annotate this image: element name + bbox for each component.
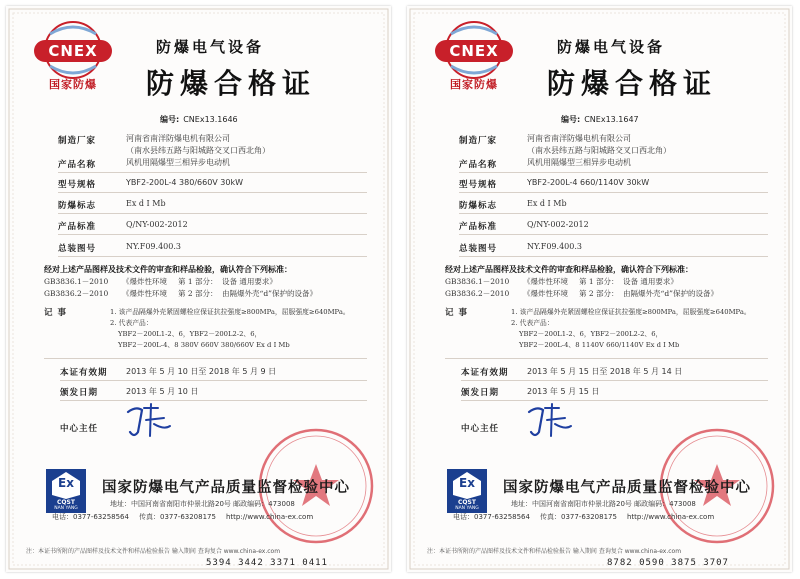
note-line: 2. 代表产品： <box>511 319 554 327</box>
logo-text: CNEX <box>48 42 98 60</box>
director-signature <box>525 402 575 444</box>
drawing-value: NY.F09.400.3 <box>126 242 181 251</box>
standard-code: GB3836.1－2010 <box>445 277 510 286</box>
note-line: YBF2－200L-4、8 380V 660V 380/660V Ex d I Mb <box>118 341 290 349</box>
divider <box>58 256 367 257</box>
product-label: 产品名称 <box>459 160 498 170</box>
divider <box>60 380 367 381</box>
fax: 传真：0377-63208175 <box>539 513 617 521</box>
model-label: 型号规格 <box>58 180 97 190</box>
fax: 传真：0377-63208175 <box>138 513 216 521</box>
exmark-value: Ex d I Mb <box>527 199 567 208</box>
standard-desc: 设备 通用要求》 <box>222 277 277 286</box>
logo-text: CNEX <box>449 42 499 60</box>
divider <box>459 234 768 235</box>
standard-value: Q/NY-002-2012 <box>126 220 188 229</box>
compliance-statement: 经对上述产品图样及技术文件的审查和样品检验，确认符合下列标准： <box>44 265 292 274</box>
standard-part: 第 1 部分： <box>579 277 619 286</box>
issuing-center-address: 地址：中国河南省南阳市仲景北路20号 邮政编码：473008 <box>110 500 295 508</box>
standard-desc: 由隔爆外壳“d”保护的设备》 <box>222 289 317 298</box>
notes-label: 记 事 <box>445 308 468 318</box>
website: http://www.china-ex.com <box>626 513 715 521</box>
note-line: 1. 该产品隔爆外壳紧固螺栓应保证抗拉强度≥800MPa，屈服强度≥640MPa。 <box>110 308 350 316</box>
phone: 电话：0377-63258564 <box>453 513 530 521</box>
cert-no-value: CNEx13.1646 <box>183 115 238 124</box>
divider <box>461 380 768 381</box>
manufacturer-label: 制造厂家 <box>459 136 498 146</box>
divider <box>459 256 768 257</box>
divider <box>459 192 768 193</box>
product-label: 产品名称 <box>58 160 97 170</box>
standard-label: 产品标准 <box>459 222 498 232</box>
cqst-logo-ex: Ex <box>459 476 475 490</box>
standard-code: GB3836.1－2010 <box>44 277 109 286</box>
standard-code: GB3836.2－2010 <box>44 289 109 298</box>
certificate-number <box>561 114 639 125</box>
certificate-right <box>407 6 792 572</box>
note-line: 1. 该产品隔爆外壳紧固螺栓应保证抗拉强度≥800MPa，屈服强度≥640MPa。 <box>511 308 751 316</box>
standard-name: 《爆炸性环境 <box>122 277 167 286</box>
divider <box>459 172 768 173</box>
certificate-title: 防爆合格证 <box>547 67 718 100</box>
issuing-center-address: 地址：中国河南省南阳市仲景北路20号 邮政编码：473008 <box>511 500 696 508</box>
standard-name: 《爆炸性环境 <box>523 277 568 286</box>
website: http://www.china-ex.com <box>225 513 314 521</box>
divider <box>58 234 367 235</box>
divider <box>44 358 367 359</box>
divider <box>445 358 768 359</box>
exmark-value: Ex d I Mb <box>126 199 166 208</box>
model-value: YBF2-200L-4 380/660V 30kW <box>126 178 244 187</box>
cqst-logo <box>46 469 86 513</box>
manufacturer-label: 制造厂家 <box>58 136 97 146</box>
standard-label: 产品标准 <box>58 222 97 232</box>
standard-desc: 由隔爆外壳“d”保护的设备》 <box>623 289 718 298</box>
issuing-center-name: 国家防爆电气产品质量监督检验中心 <box>102 480 350 496</box>
divider <box>60 400 367 401</box>
cqst-logo-city: NAN YANG <box>54 506 78 511</box>
note-line: YBF2－200L1-2、6，YBF2－200L2-2、6， <box>118 330 262 338</box>
issue-date-value: 2013 年 5 月 10 日 <box>126 387 199 396</box>
footnote: 注：本证书所附的产品图样及技术文件和样品检验报告 输入期间 查询复合 www.china-ex.com <box>427 548 682 555</box>
note-line: YBF2－200L1-2、6，YBF2－200L2-2、6， <box>519 330 663 338</box>
standard-code: GB3836.2－2010 <box>445 289 510 298</box>
director-label: 中心主任 <box>461 424 500 434</box>
header-subtitle: 防爆电气设备 <box>156 38 265 56</box>
issuing-center-name: 国家防爆电气产品质量监督检验中心 <box>503 480 751 496</box>
standard-line <box>445 276 678 287</box>
cert-no-value: CNEx13.1647 <box>584 115 639 124</box>
standard-part: 第 2 部分： <box>579 289 619 298</box>
director-label: 中心主任 <box>60 424 99 434</box>
issue-date-label: 颁发日期 <box>461 388 500 398</box>
note-line: 2. 代表产品： <box>110 319 153 327</box>
exmark-label: 防爆标志 <box>58 201 97 211</box>
issue-date-label: 颁发日期 <box>60 388 99 398</box>
standard-name: 《爆炸性环境 <box>523 289 568 298</box>
drawing-label: 总装图号 <box>58 244 97 254</box>
certificate-number <box>160 114 238 125</box>
validity-value: 2013 年 5 月 15 日至 2018 年 5 月 14 日 <box>527 367 683 376</box>
cqst-logo-text: CQST <box>57 499 75 506</box>
cqst-logo-city: NAN YANG <box>455 506 479 511</box>
model-label: 型号规格 <box>459 180 498 190</box>
cqst-logo <box>447 469 487 513</box>
manufacturer-address: （南水县纬五路与阳城路交叉口西北角） <box>126 146 270 155</box>
divider <box>58 172 367 173</box>
standard-value: Q/NY-002-2012 <box>527 220 589 229</box>
standard-line <box>44 276 277 287</box>
standard-desc: 设备 通用要求》 <box>623 277 678 286</box>
serial-number: 8782 0590 3875 3707 <box>607 558 729 568</box>
drawing-value: NY.F09.400.3 <box>527 242 582 251</box>
standard-line <box>445 288 718 299</box>
logo-caption: 国家防爆 <box>450 78 498 91</box>
drawing-label: 总装图号 <box>459 244 498 254</box>
contact-line <box>453 512 724 522</box>
manufacturer-value: 河南省南洋防爆电机有限公司 <box>527 134 631 143</box>
product-value: 风机用隔爆型三相异步电动机 <box>527 158 631 167</box>
header-subtitle: 防爆电气设备 <box>557 38 666 56</box>
divider <box>58 192 367 193</box>
compliance-statement: 经对上述产品图样及技术文件的审查和样品检验，确认符合下列标准： <box>445 265 693 274</box>
standard-name: 《爆炸性环境 <box>122 289 167 298</box>
notes-label: 记 事 <box>44 308 67 318</box>
standard-part: 第 2 部分： <box>178 289 218 298</box>
cert-no-label: 编号: <box>160 115 180 124</box>
divider <box>58 213 367 214</box>
divider <box>461 400 768 401</box>
cert-no-label: 编号: <box>561 115 581 124</box>
manufacturer-value: 河南省南洋防爆电机有限公司 <box>126 134 230 143</box>
certificate-left <box>6 6 391 572</box>
standard-line <box>44 288 317 299</box>
note-line: YBF2－200L-4、8 1140V 660/1140V Ex d I Mb <box>519 341 680 349</box>
validity-value: 2013 年 5 月 10 日至 2018 年 5 月 9 日 <box>126 367 277 376</box>
validity-label: 本证有效期 <box>461 368 509 378</box>
exmark-label: 防爆标志 <box>459 201 498 211</box>
product-value: 风机用隔爆型三相异步电动机 <box>126 158 230 167</box>
logo-caption: 国家防爆 <box>49 78 97 91</box>
serial-number: 5394 3442 3371 0411 <box>206 558 328 568</box>
issue-date-value: 2013 年 5 月 15 日 <box>527 387 600 396</box>
cqst-logo-ex: Ex <box>58 476 74 490</box>
footnote: 注：本证书所附的产品图样及技术文件和样品检验报告 输入期间 查询复合 www.china-ex.com <box>26 548 281 555</box>
validity-label: 本证有效期 <box>60 368 108 378</box>
model-value: YBF2-200L-4 660/1140V 30kW <box>527 178 650 187</box>
certificate-title: 防爆合格证 <box>146 67 317 100</box>
phone: 电话：0377-63258564 <box>52 513 129 521</box>
director-signature <box>124 402 174 444</box>
manufacturer-address: （南水县纬五路与阳城路交叉口西北角） <box>527 146 671 155</box>
cqst-logo-text: CQST <box>458 499 476 506</box>
divider <box>459 213 768 214</box>
contact-line <box>52 512 323 522</box>
standard-part: 第 1 部分： <box>178 277 218 286</box>
